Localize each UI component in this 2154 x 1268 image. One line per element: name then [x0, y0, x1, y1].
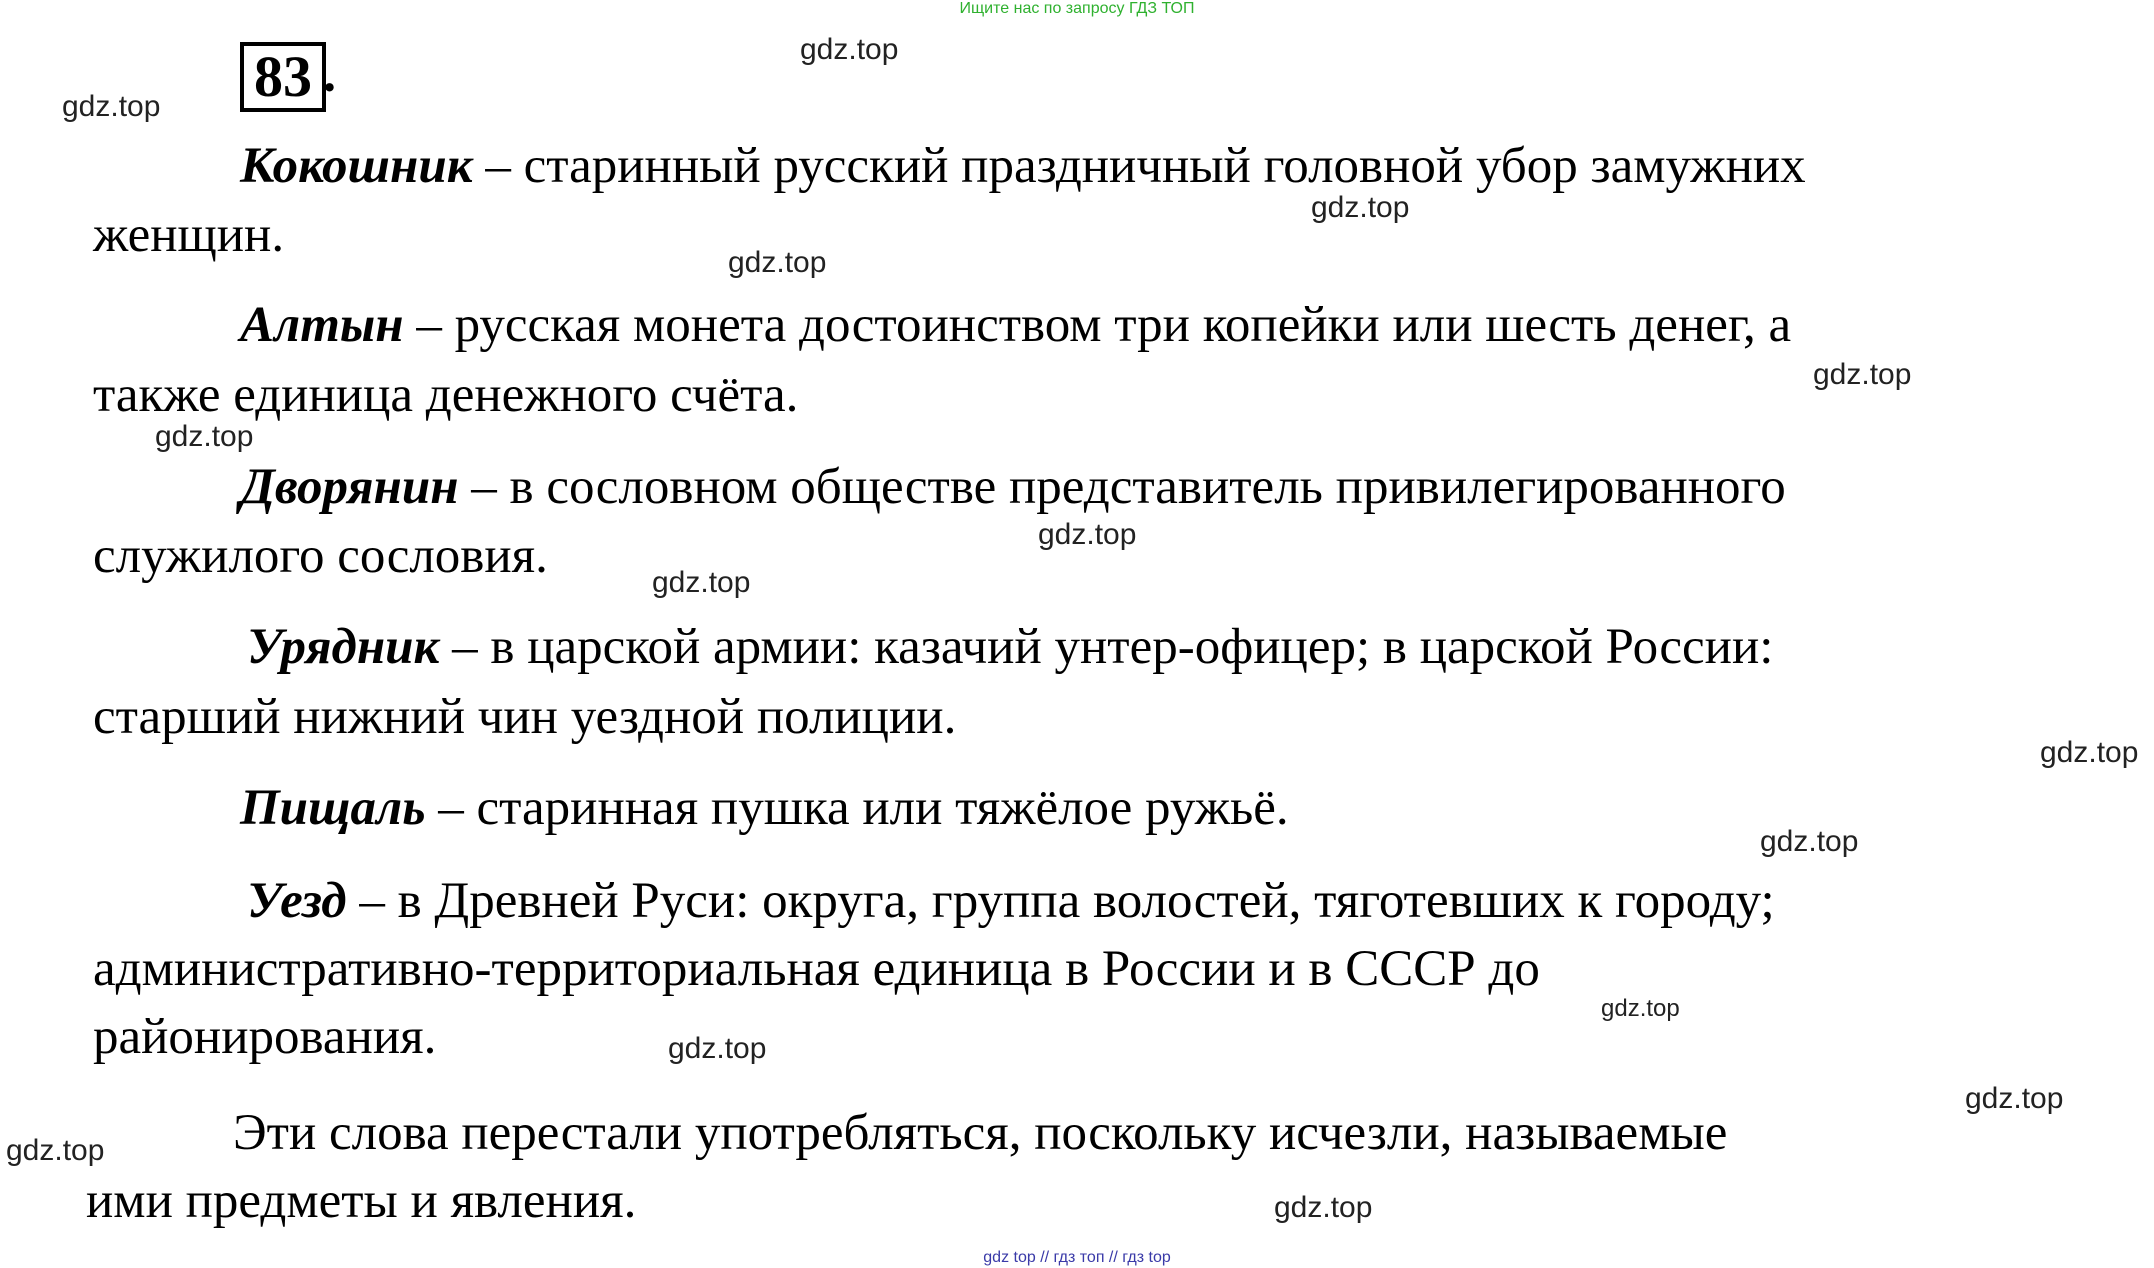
entry-uezd-line2: административно-территориальная единица в России и в СССР до: [93, 941, 1540, 997]
entry-term: Дворянин: [240, 459, 459, 515]
entry-uezd-line3: районирования.: [93, 1009, 437, 1065]
bottom-banner[interactable]: gdz top // гдз топ // гдз top: [983, 1249, 1171, 1266]
entry-definition: – русская монета достоинством три копейки или шесть денег, а: [403, 297, 1792, 353]
entry-definition: – в царской армии: казачий унтер-офицер; в царской России:: [439, 619, 1774, 675]
conclusion-line1: Эти слова перестали употребляться, поскольку исчезли, называемые: [233, 1105, 1728, 1161]
entry-definition: – старинная пушка или тяжёлое ружьё.: [425, 780, 1289, 836]
watermark: gdz.top: [728, 246, 827, 279]
watermark: gdz.top: [668, 1032, 767, 1065]
watermark: gdz.top: [800, 33, 899, 66]
watermark: gdz.top: [1965, 1082, 2064, 1115]
conclusion-line2: ими предметы и явления.: [86, 1173, 637, 1229]
watermark: gdz.top: [1038, 518, 1137, 551]
entry-dvoryanin-line2: служилого сословия.: [93, 528, 548, 584]
watermark: gdz.top: [1274, 1191, 1373, 1224]
task-number: 83: [240, 42, 326, 112]
entry-term: Пищаль: [240, 780, 426, 836]
watermark: gdz.top: [155, 420, 254, 453]
entry-kokoshnik-line1: [240, 132, 1806, 200]
watermark: gdz.top: [1311, 191, 1410, 224]
watermark: gdz.top: [62, 90, 161, 123]
entry-altyn-line1: [240, 291, 1791, 359]
task-number-dot: .: [323, 46, 336, 103]
entry-definition: – старинный русский праздничный головной убор замужних: [472, 138, 1806, 194]
entry-pishchal-line1: [240, 774, 1289, 842]
watermark: gdz.top: [1760, 825, 1859, 858]
watermark: gdz.top: [1813, 358, 1912, 391]
entry-uryadnik-line2: старший нижний чин уездной полиции.: [93, 689, 957, 745]
watermark: gdz.top: [6, 1134, 105, 1167]
top-banner[interactable]: Ищите нас по запросу ГДЗ ТОП: [959, 0, 1195, 17]
entry-term: Алтын: [240, 297, 404, 353]
watermark: gdz.top: [1601, 995, 1680, 1022]
entry-uryadnik-line1: [247, 613, 1773, 681]
entry-definition: – в сословном обществе представитель привилегированного: [458, 459, 1786, 515]
entry-dvoryanin-line1: [240, 453, 1786, 521]
watermark: gdz.top: [652, 566, 751, 599]
entry-term: Уезд: [247, 873, 347, 929]
entry-uezd-line1: [247, 867, 1775, 935]
entry-altyn-line2: также единица денежного счёта.: [93, 367, 799, 423]
entry-definition: – в Древней Руси: округа, группа волостей, тяготевших к городу;: [346, 873, 1775, 929]
entry-term: Урядник: [247, 619, 440, 675]
entry-term: Кокошник: [240, 138, 473, 194]
entry-kokoshnik-line2: женщин.: [93, 207, 285, 263]
watermark: gdz.top: [2040, 736, 2139, 769]
